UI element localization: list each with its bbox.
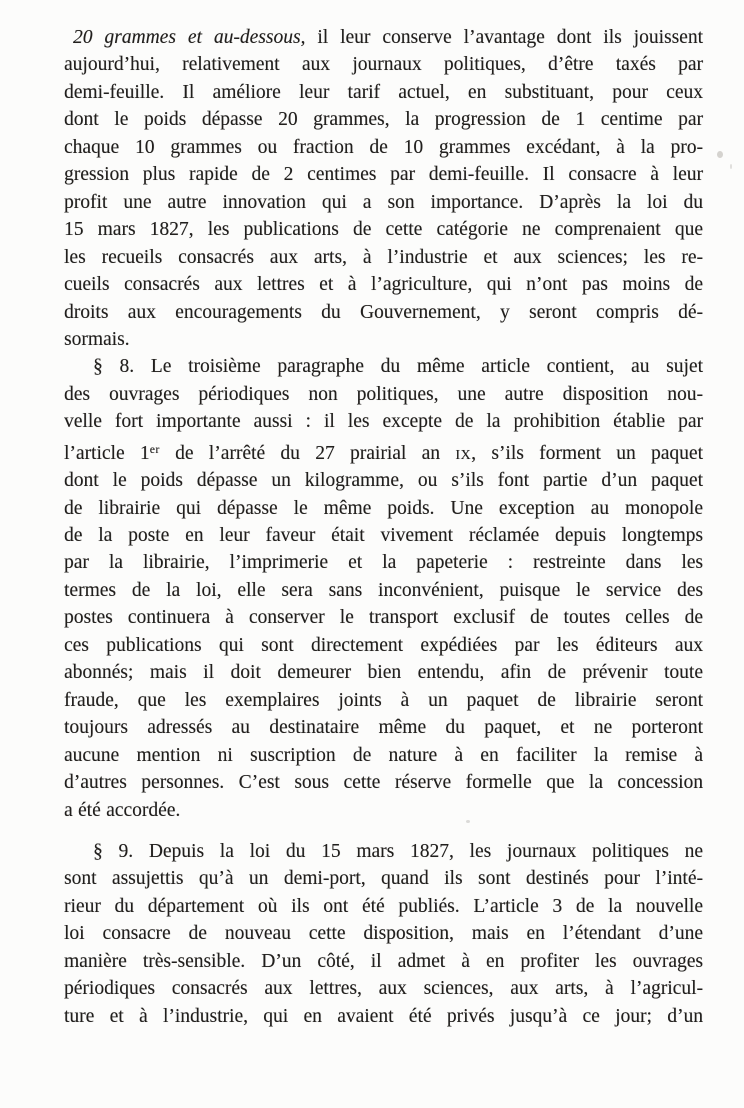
text-line [64, 436, 703, 467]
text-line [64, 604, 703, 631]
text-segment: de la poste en leur faveur était vivement réclamée depuis longtemps [64, 525, 703, 546]
text-segment: aucune mention ni suscription de nature à en faciliter la remise à [64, 744, 703, 766]
text-segment: abonnés; mais il doit demeurer bien entendu, afin de prévenir toute [64, 662, 703, 684]
text-segment: l’article 1 [64, 442, 150, 464]
text-line [64, 299, 703, 326]
text-segment: périodiques consacrés aux lettres, aux sciences, aux arts, à l’agricul- [64, 978, 703, 1000]
text-segment: d’autres personnes. C’est sous cette réserve formelle que la concession [64, 772, 703, 794]
text-line [64, 467, 703, 494]
text-line [64, 408, 703, 435]
text-line [64, 189, 703, 216]
text-line [64, 549, 703, 576]
text-line [64, 353, 703, 380]
text-line [64, 522, 703, 549]
paragraph-continuation [64, 24, 703, 353]
text-line [64, 326, 703, 353]
text-line [64, 838, 703, 865]
text-segment: postes continuera à conserver le transport exclusif de toutes celles de [64, 607, 703, 629]
text-line [64, 893, 703, 920]
text-line [64, 1003, 703, 1030]
text-line [64, 161, 703, 188]
scan-speck [717, 151, 723, 158]
text-line [64, 106, 703, 133]
text-segment: sormais. [64, 328, 130, 350]
paragraph-section-9 [64, 838, 703, 1030]
text-segment: gression plus rapide de 2 centimes par demi-feuille. Il consacre à leur [64, 164, 703, 186]
text-segment: manière très-sensible. D’un côté, il admet à en profiter les ouvrages [64, 950, 703, 972]
text-line [64, 632, 703, 659]
text-line [64, 381, 703, 408]
text-segment: 15 mars 1827, les publications de cette catégorie ne comprenaient que [64, 219, 703, 241]
text-segment: toujours adressés au destinataire même du paquet, et ne porteront [64, 717, 703, 739]
text-line [64, 51, 703, 78]
text-line [64, 659, 703, 686]
text-line [64, 24, 703, 51]
scan-speck [730, 164, 732, 169]
text-line [64, 495, 703, 522]
scan-speck [466, 820, 470, 823]
text-segment: , s’ils forment un paquet [471, 442, 703, 464]
text-line [64, 79, 703, 106]
text-line [64, 134, 703, 161]
text-segment: demi-feuille. Il améliore leur tarif actuel, en substituant, pour ceux [64, 81, 703, 103]
text-segment: dont le poids dépasse 20 grammes, la progression de 1 centime par [64, 109, 703, 131]
italic-lead-in: 20 grammes et au-dessous, [73, 27, 306, 48]
text-line [64, 714, 703, 741]
text-segment: cueils consacrés aux lettres et à l’agriculture, qui n’ont pas moins de [64, 274, 703, 296]
text-line [64, 271, 703, 298]
text-line [64, 577, 703, 604]
text-segment: sont assujettis qu’à un demi-port, quand ils sont destinés pour l’inté- [64, 868, 703, 890]
text-segment: fraude, que les exemplaires joints à un paquet de librairie seront [64, 689, 703, 711]
text-segment: par la librairie, l’imprimerie et la papeterie : restreinte dans les [64, 552, 703, 574]
text-segment: § 9. Depuis la loi du 15 mars 1827, les journaux politiques ne [93, 840, 703, 862]
roman-numeral: ix [455, 442, 472, 464]
text-segment: § 8. Le troisième paragraphe du même article contient, au sujet [93, 356, 703, 378]
text-segment: il leur conserve l’avantage dont ils jouissent [305, 27, 704, 48]
text-line [64, 687, 703, 714]
text-line [64, 797, 703, 824]
text-line [64, 865, 703, 892]
text-line [64, 975, 703, 1002]
text-segment: a été accordée. [64, 799, 181, 821]
text-line [64, 769, 703, 796]
text-segment: aujourd’hui, relativement aux journaux politiques, d’être taxés par [64, 54, 703, 76]
text-line [64, 216, 703, 243]
text-segment: des ouvrages périodiques non politiques, une autre disposition nou- [64, 383, 703, 405]
text-line [64, 948, 703, 975]
text-segment: profit une autre innovation qui a son importance. D’après la loi du [64, 191, 703, 213]
text-line [64, 244, 703, 271]
text-segment: termes de la loi, elle sera sans inconvénient, puisque le service des [64, 579, 703, 601]
text-segment: velle fort importante aussi : il les excepte de la prohibition établie par [64, 411, 703, 433]
text-segment: les recueils consacrés aux arts, à l’industrie et aux sciences; les re- [64, 246, 703, 268]
paragraph-section-8 [64, 353, 703, 824]
superscript-ordinal: er [149, 442, 160, 456]
page-text-block [64, 24, 703, 1030]
text-segment: ces publications qui sont directement expédiées par les éditeurs aux [64, 634, 703, 656]
text-segment: de librairie qui dépasse le même poids. Une exception au monopole [64, 497, 703, 519]
text-segment: dont le poids dépasse un kilogramme, ou s’ils font partie d’un paquet [64, 470, 703, 492]
text-segment: ture et à l’industrie, qui en avaient été privés jusqu’à ce jour; d’un [64, 1005, 703, 1027]
text-segment: rieur du département où ils ont été publiés. L’article 3 de la nouvelle [64, 895, 703, 917]
text-segment: droits aux encouragements du Gouvernement, y seront compris dé- [64, 301, 703, 323]
text-line [64, 742, 703, 769]
text-line [64, 920, 703, 947]
text-segment: de l’arrêté du 27 prairial an [159, 442, 456, 464]
text-segment: chaque 10 grammes ou fraction de 10 grammes excédant, à la pro- [64, 136, 703, 158]
text-segment: loi consacre de nouveau cette disposition, mais en l’étendant d’une [64, 923, 703, 945]
